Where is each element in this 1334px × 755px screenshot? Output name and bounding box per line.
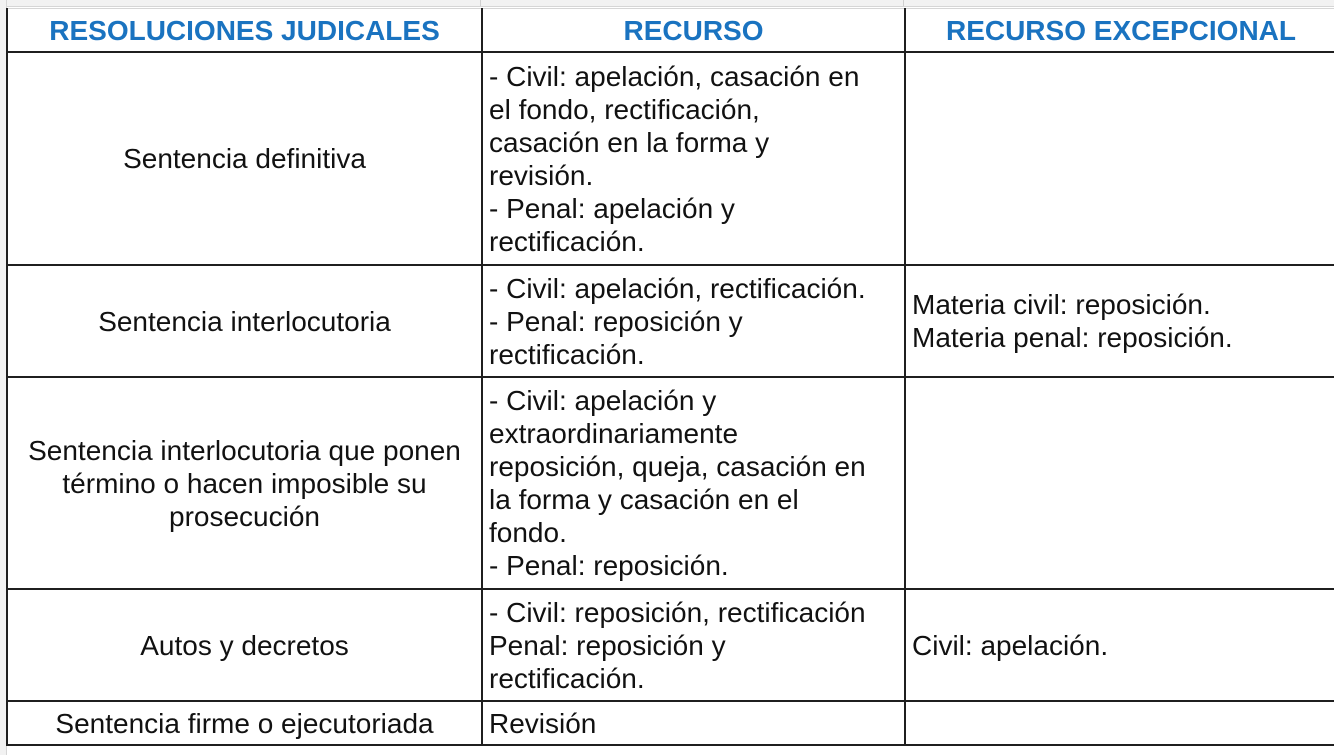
header-recurso[interactable]: RECURSO bbox=[482, 9, 905, 53]
header-row bbox=[7, 9, 1334, 53]
excepcional-cell[interactable] bbox=[905, 701, 1334, 745]
table-row bbox=[7, 701, 1334, 745]
excepcional-line: Civil: apelación. bbox=[912, 629, 1109, 661]
resolucion-cell[interactable]: Sentencia interlocutoria que ponen término o hacen imposible su prosecución bbox=[7, 377, 482, 589]
recurso-line: - Civil: apelación y bbox=[489, 385, 717, 416]
recurso-line: revisión. bbox=[489, 159, 594, 191]
recurso-line: - Civil: reposición, rectificación bbox=[489, 596, 866, 628]
header-resoluciones[interactable]: RESOLUCIONES JUDICALES bbox=[7, 9, 482, 53]
excepcional-cell[interactable] bbox=[905, 377, 1334, 589]
excepcional-cell[interactable] bbox=[905, 265, 1334, 377]
table-row bbox=[7, 589, 1334, 701]
recurso-line: casación en la forma y bbox=[489, 126, 770, 158]
recurso-line: - Civil: apelación, rectificación. bbox=[489, 272, 866, 304]
recurso-line: reposición, queja, casación en bbox=[489, 451, 866, 482]
recurso-line: rectificación. bbox=[489, 662, 645, 694]
table-row bbox=[7, 52, 1334, 265]
recurso-cell[interactable] bbox=[482, 377, 905, 589]
recurso-line: rectificación. bbox=[489, 338, 645, 370]
recurso-line: rectificación. bbox=[489, 225, 645, 257]
table-row bbox=[7, 265, 1334, 377]
resolucion-cell[interactable]: Sentencia interlocutoria bbox=[7, 265, 482, 377]
recurso-line: - Penal: reposición. bbox=[489, 550, 729, 581]
table-row bbox=[7, 377, 1334, 589]
recurso-line: Penal: reposición y bbox=[489, 629, 726, 661]
recurso-line: Revisión bbox=[489, 707, 597, 739]
recurso-line: extraordinariamente bbox=[489, 418, 739, 449]
recurso-cell[interactable] bbox=[482, 265, 905, 377]
column-tick bbox=[480, 0, 481, 6]
resolucion-cell[interactable]: Sentencia firme o ejecutoriada bbox=[7, 701, 482, 745]
recurso-cell[interactable] bbox=[482, 589, 905, 701]
excepcional-cell[interactable] bbox=[905, 589, 1334, 701]
recurso-line: la forma y casación en el bbox=[489, 484, 799, 515]
recurso-cell[interactable] bbox=[482, 701, 905, 745]
recurso-line: fondo. bbox=[489, 517, 567, 548]
recurso-line: - Penal: apelación y bbox=[489, 192, 735, 224]
excepcional-line: Materia civil: reposición. bbox=[912, 289, 1211, 320]
recurso-line: el fondo, rectificación, bbox=[489, 93, 760, 125]
excepcional-cell[interactable] bbox=[905, 52, 1334, 265]
header-recurso-excepcional[interactable]: RECURSO EXCEPCIONAL bbox=[905, 9, 1334, 53]
column-tick bbox=[903, 0, 904, 6]
resolucion-cell[interactable]: Sentencia definitiva bbox=[7, 52, 482, 265]
excepcional-line: Materia penal: reposición. bbox=[912, 322, 1233, 353]
resolucion-cell[interactable]: Autos y decretos bbox=[7, 589, 482, 701]
recurso-cell[interactable] bbox=[482, 52, 905, 265]
recurso-line: - Civil: apelación, casación en bbox=[489, 60, 860, 92]
recurso-line: - Penal: reposición y bbox=[489, 305, 743, 337]
sheet-top-edge bbox=[0, 0, 1334, 7]
resoluciones-table bbox=[6, 8, 1334, 746]
